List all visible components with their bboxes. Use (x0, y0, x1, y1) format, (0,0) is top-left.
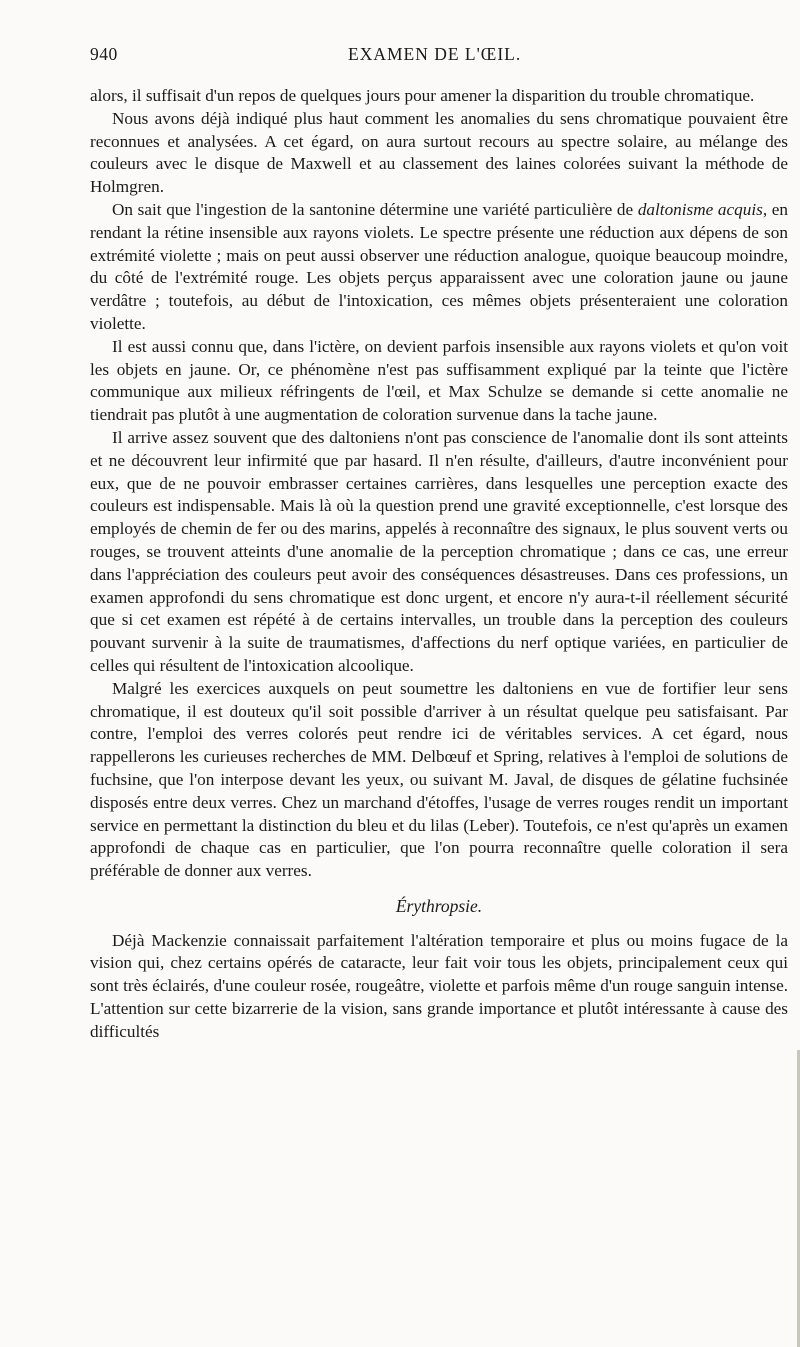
paragraph-6: Malgré les exercices auxquels on peut soumettre les daltoniens en vue de fortifier leur sens chromatique, il est douteux qu'il soit possible d'arriver à un résultat quelque peu satisfaisant. Par contre, l'emploi des verres colorés peut rendre ici de véritables services. A cet égard, nous rappellerons les curieuses recherches de MM. Delbœuf et Spring, relatives à l'emploi de solutions de fuchsine, que l'on interpose devant les yeux, ou suivant M. Javal, de disques de gélatine fuchsinée disposés entre deux verres. Chez un marchand d'étoffes, l'usage de verres rouges rendit un important service en permettant la distinction du bleu et du lilas (Leber). Toutefois, ce n'est qu'après un examen approfondi de chaque cas en particulier, que l'on pourra reconnaître quelle coloration il sera préférable de donner aux verres. (90, 678, 788, 881)
paragraph-3: On sait que l'ingestion de la santonine détermine une variété particulière de daltonisme acquis, en rendant la rétine insensible aux rayons violets. Le spectre présente une réduction aux dépens de son extrémité violette ; mais on peut aussi observer une réduction analogue, quoique beaucoup moindre, du côté de l'extrémité rouge. Les objets perçus apparaissent avec une coloration jaune ou jaune verdâtre ; toutefois, au début de l'intoxication, ces mêmes objets présenteraient une coloration violette. (90, 199, 788, 333)
page-number: 940 (90, 44, 118, 64)
paragraph-5: Il arrive assez souvent que des daltoniens n'ont pas conscience de l'anomalie dont ils sont atteints et ne découvrent leur infirmité que par hasard. Il n'en résulte, d'ailleurs, d'autre inconvénient pour eux, que de ne pouvoir embrasser certaines carrières, dans lesquelles une perception exacte des couleurs est indispensable. Mais là où la question prend une gravité exceptionnelle, c'est lorsque des employés de chemin de fer ou des marins, appelés à reconnaître des signaux, le plus souvent verts ou rouges, se trouvent atteints d'une anomalie de la perception chromatique ; dans ce cas, une erreur dans l'appréciation des couleurs peut avoir des conséquences désastreuses. Dans ces professions, un examen approfondi du sens chromatique est donc urgent, et encore n'y aura-t-il réellement sécurité que si cet examen est répété à de certains intervalles, un trouble dans la perception des couleurs pouvant survenir à la suite de traumatismes, d'affections du nerf optique variées, en particulier de celles qui résultent de l'intoxication alcoolique. (90, 427, 788, 675)
paragraph-7: Déjà Mackenzie connaissait parfaitement l'altération temporaire et plus ou moins fugace de la vision qui, chez certains opérés de cataracte, leur fait voir tous les objets, principalement ceux qui sont très éclairés, d'une couleur rosée, rougeâtre, violette et parfois même d'un rouge sanguin intense. L'attention sur cette bizarrerie de la vision, sans grande importance et plutôt intéressante à cause des difficultés (90, 930, 788, 1041)
paragraph-2: Nous avons déjà indiqué plus haut comment les anomalies du sens chromatique pouvaient être reconnues et analysées. A cet égard, on aura surtout recours au spectre solaire, au mélange des couleurs avec le disque de Maxwell et au classement des laines colorées suivant la méthode de Holmgren. (90, 108, 788, 197)
italic-term: daltonisme acquis (637, 199, 763, 219)
running-head (90, 44, 790, 74)
paragraph-1: alors, il suffisait d'un repos de quelques jours pour amener la disparition du trouble chromatique. (90, 86, 755, 105)
section-heading: Érythropsie. (395, 895, 483, 916)
running-title: EXAMEN DE L'ŒIL. (348, 44, 522, 64)
body-text (90, 85, 788, 1044)
paragraph-4: Il est aussi connu que, dans l'ictère, on devient parfois insensible aux rayons violets et qu'on voit les objets en jaune. Or, ce phénomène n'est pas suffisamment expliqué par la teinte que l'ictère communique aux milieux réfringents de l'œil, et Max Schulze se demande si cette anomalie ne tiendrait pas plutôt à une augmentation de coloration survenue dans la tache jaune. (90, 336, 788, 425)
